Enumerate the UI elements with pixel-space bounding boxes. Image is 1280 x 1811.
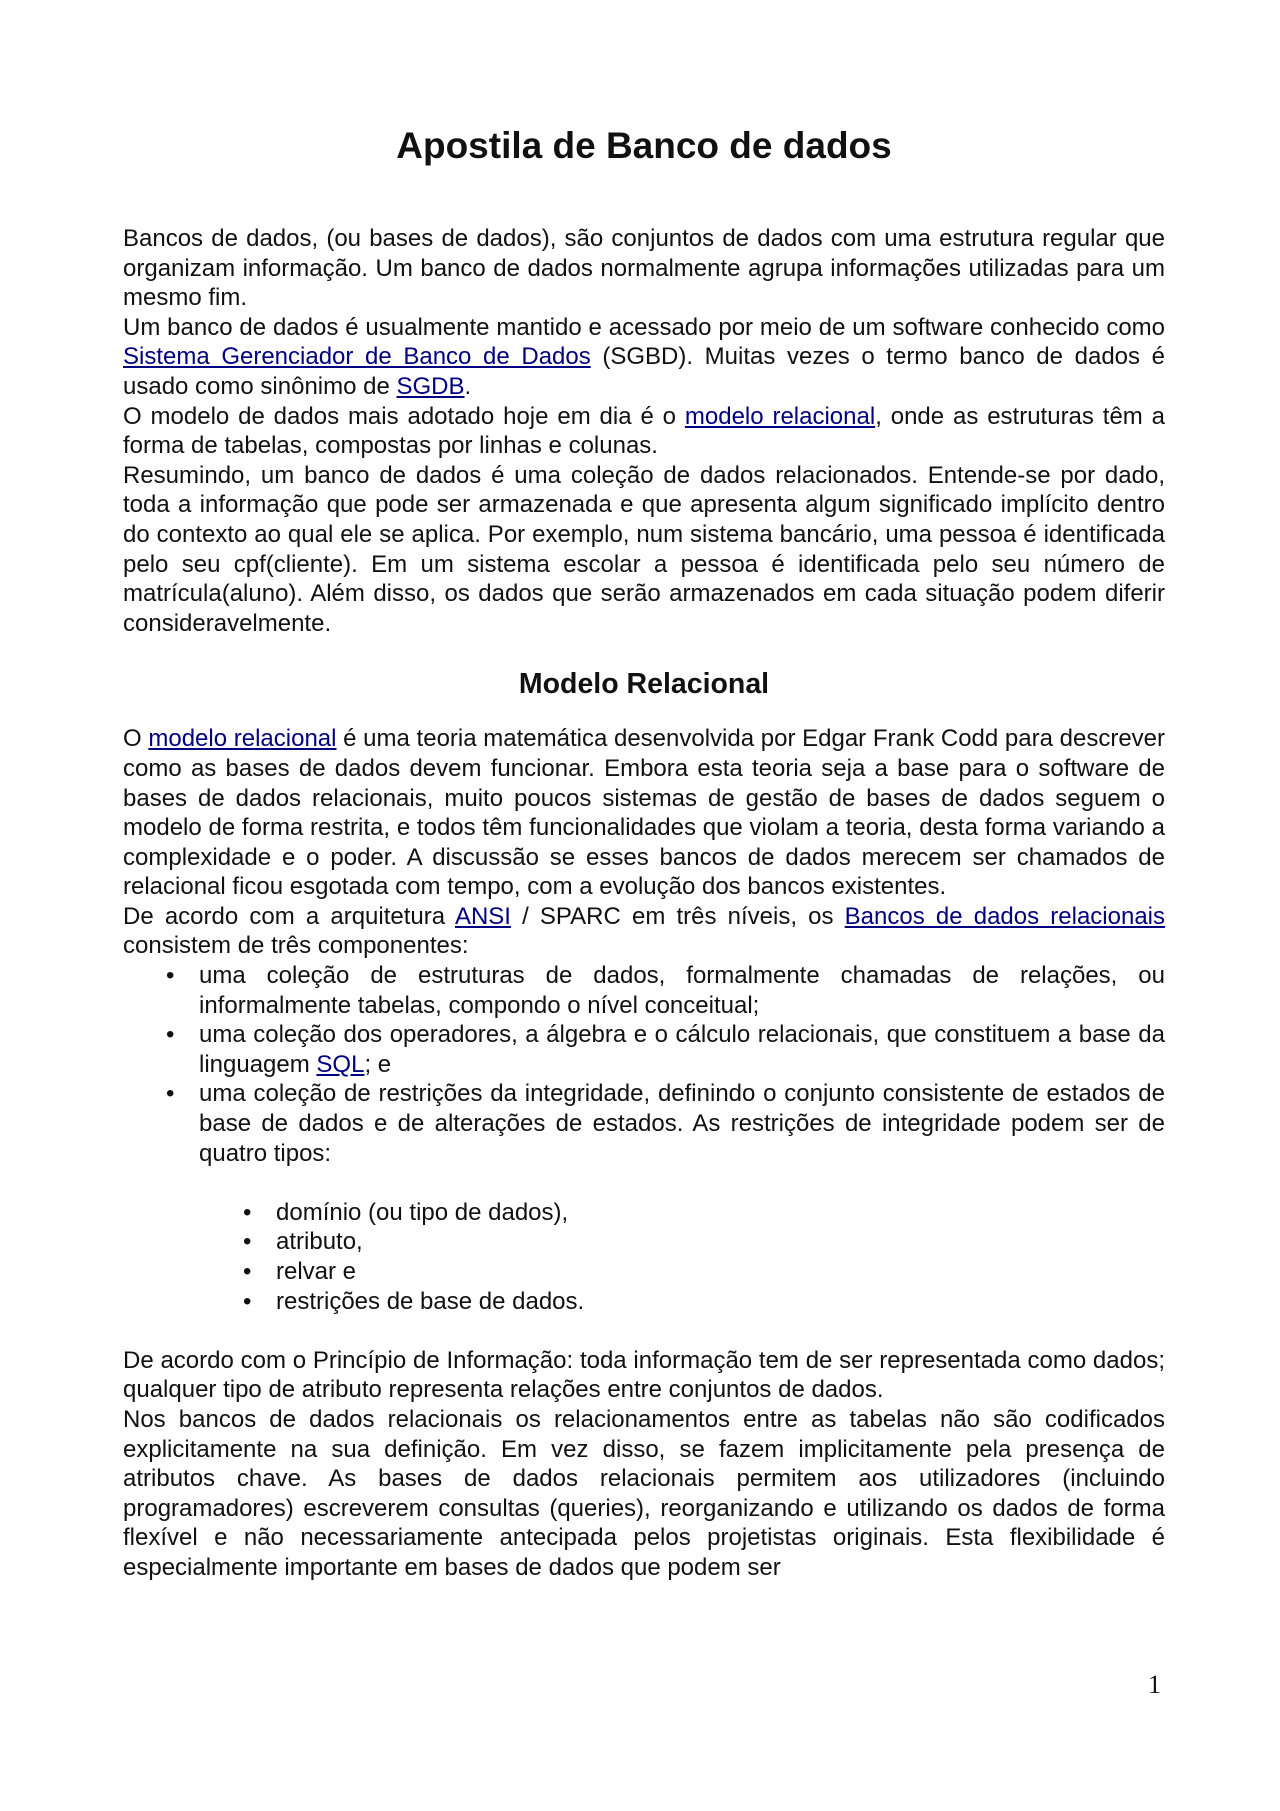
text-span: .	[464, 372, 472, 400]
link-bancos-relacionais[interactable]: Bancos de dados relacionais	[844, 902, 1165, 930]
section-paragraph-2	[123, 902, 1165, 961]
text-span: / SPARC em três níveis, os	[510, 902, 845, 930]
text-span: O modelo de dados mais adotado hoje em dia é o	[123, 402, 685, 430]
section-paragraph-1	[123, 724, 1165, 902]
link-sql[interactable]: SQL	[316, 1050, 365, 1078]
link-modelo-relacional[interactable]: modelo relacional	[684, 402, 876, 430]
intro-paragraph-2	[123, 313, 1165, 402]
text-span: ; e	[364, 1050, 392, 1078]
list-item: • restrições de base de dados.	[276, 1287, 1165, 1317]
section-paragraph-4: Nos bancos de dados relacionais os relacionamentos entre as tabelas não são codificados explicitamente na sua definição. Em vez disso, se fazem implicitamente pela presença de atributos chave. As bases de dados relacionais permitem aos utilizadores (incluindo programadores) escreverem consultas (queries), reorganizando e utilizando os dados de forma flexível e não necessariamente antecipada pelos projetistas originais. Esta flexibilidade é especialmente importante em bases de dados que podem ser	[123, 1405, 1165, 1581]
text-span: uma coleção dos operadores, a álgebra e o cálculo relacionais, que constituem a base da linguagem	[199, 1021, 1165, 1078]
text-span: , onde as estruturas têm a forma de tabelas, compostas por linhas e colunas.	[123, 402, 1165, 460]
list-item: • domínio (ou tipo de dados),	[276, 1198, 1165, 1228]
text-span: O	[123, 725, 149, 753]
page-number: 1	[1148, 1670, 1161, 1699]
constraint-types-list	[123, 1168, 1165, 1346]
intro-paragraph-1: Bancos de dados, (ou bases de dados), são conjuntos de dados com uma estrutura regular que organizam informação. Um banco de dados normalmente agrupa informações utilizadas para um mesmo fim.	[123, 225, 1165, 312]
link-sgbd[interactable]: Sistema Gerenciador de Banco de Dados	[123, 343, 591, 371]
list-item: • uma coleção de estruturas de dados, formalmente chamadas de relações, ou informalmente tabelas, compondo o nível conceitual;	[199, 961, 1165, 1020]
intro-paragraph-3	[123, 402, 1165, 461]
document-title: Apostila de Banco de dados	[396, 125, 892, 166]
components-list	[123, 961, 1165, 1168]
link-ansi[interactable]: ANSI	[454, 902, 511, 930]
list-item	[199, 1020, 1165, 1079]
link-modelo-relacional-2[interactable]: modelo relacional	[148, 725, 337, 753]
text-span: Um banco de dados é usualmente mantido e acessado por meio de um software conhecido como	[123, 313, 1165, 341]
list-item: • uma coleção de restrições da integridade, definindo o conjunto consistente de estados de base de dados e de alterações de estados. As restrições de integridade podem ser de quatro tipos:	[199, 1079, 1165, 1168]
intro-paragraph-4: Resumindo, um banco de dados é uma coleção de dados relacionados. Entende-se por dado, toda a informação que pode ser armazenada e que apresenta algum significado implícito dentro do contexto ao qual ele se aplica. Por exemplo, num sistema bancário, uma pessoa é identificada pelo seu cpf(cliente). Em um sistema escolar a pessoa é identificada pelo seu número de matrícula(aluno). Além disso, os dados que serão armazenados em cada situação podem diferir consideravelmente.	[123, 461, 1165, 637]
text-span: é uma teoria matemática desenvolvida por Edgar Frank Codd para descrever como as bases de dados devem funcionar. Embora esta teoria seja a base para o software de bases de dados relacionais, muito poucos sistemas de gestão de bases de dados seguem o modelo de forma restrita, e todos têm funcionalidades que violam a teoria, desta forma variando a complexidade e o poder. A discussão se esses bancos de dados merecem ser chamados de relacional ficou esgotada com tempo, com a evolução dos bancos existentes.	[123, 725, 1166, 901]
text-span: (SGBD). Muitas vezes o termo banco de dados é usado como sinônimo de	[123, 343, 1166, 400]
list-item: • atributo,	[276, 1227, 1165, 1257]
section-heading: Modelo Relacional	[518, 668, 770, 701]
list-item: • relvar e	[276, 1257, 1165, 1287]
text-span: consistem de três componentes:	[123, 932, 469, 960]
text-span: De acordo com a arquitetura	[123, 902, 455, 930]
link-sgdb[interactable]: SGDB	[396, 372, 465, 400]
section-paragraph-3: De acordo com o Princípio de Informação: toda informação tem de ser representada como dados; qualquer tipo de atributo representa relações entre conjuntos de dados.	[123, 1346, 1165, 1404]
page-content	[123, 118, 1165, 1583]
